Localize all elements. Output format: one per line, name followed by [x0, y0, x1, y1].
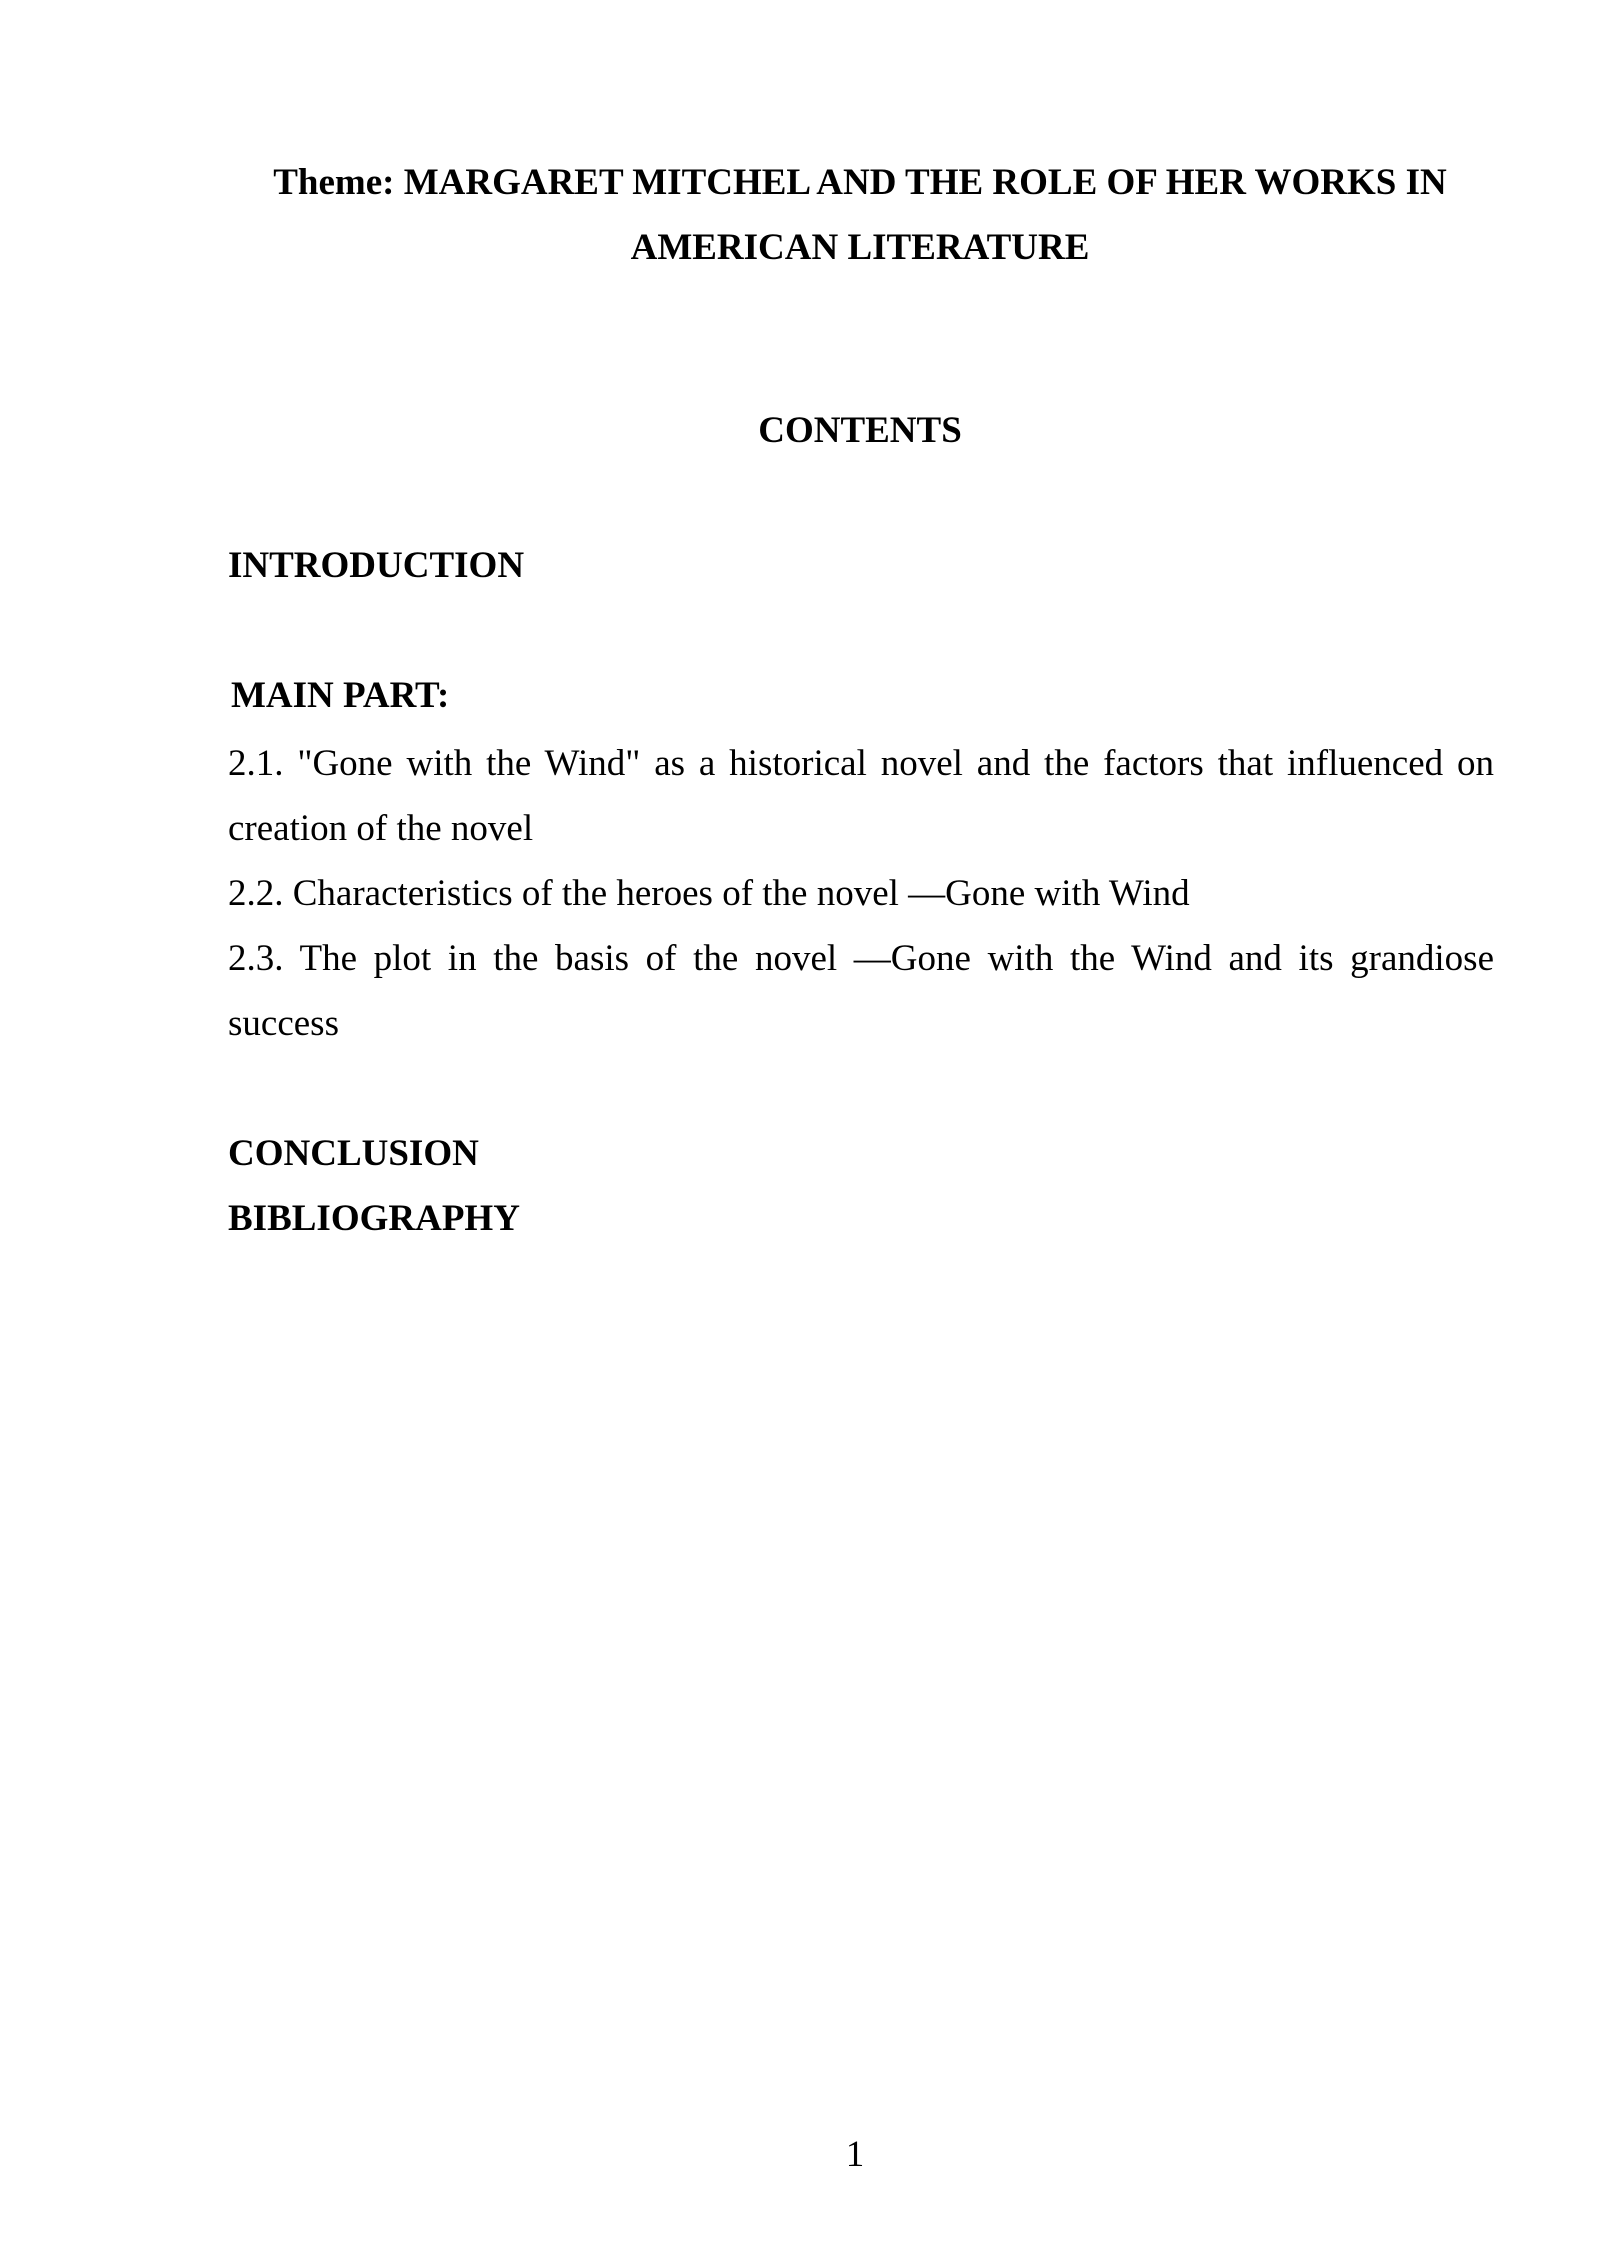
toc-entry-2-2: 2.2. Characteristics of the heroes of the novel —Gone with Wind — [228, 873, 1190, 914]
toc-entry-2-3: 2.3. The plot in the basis of the novel —Gone with the Wind and its grandiose success — [228, 938, 1494, 1044]
toc-conclusion: CONCLUSION — [228, 1133, 479, 1174]
toc-main-part: MAIN PART: — [231, 675, 450, 716]
toc-entry-2-1: 2.1. "Gone with the Wind" as a historical novel and the factors that influenced on creation of the novel — [228, 743, 1494, 849]
toc-bibliography: BIBLIOGRAPHY — [228, 1198, 520, 1239]
contents-heading: CONTENTS — [758, 410, 962, 451]
toc-introduction: INTRODUCTION — [228, 545, 525, 586]
table-of-contents — [228, 0, 1494, 2262]
page-number: 1 — [845, 2134, 865, 2175]
document-title: Theme: MARGARET MITCHEL AND THE ROLE OF HER WORKS IN AMERICAN LITERATURE — [273, 162, 1447, 268]
